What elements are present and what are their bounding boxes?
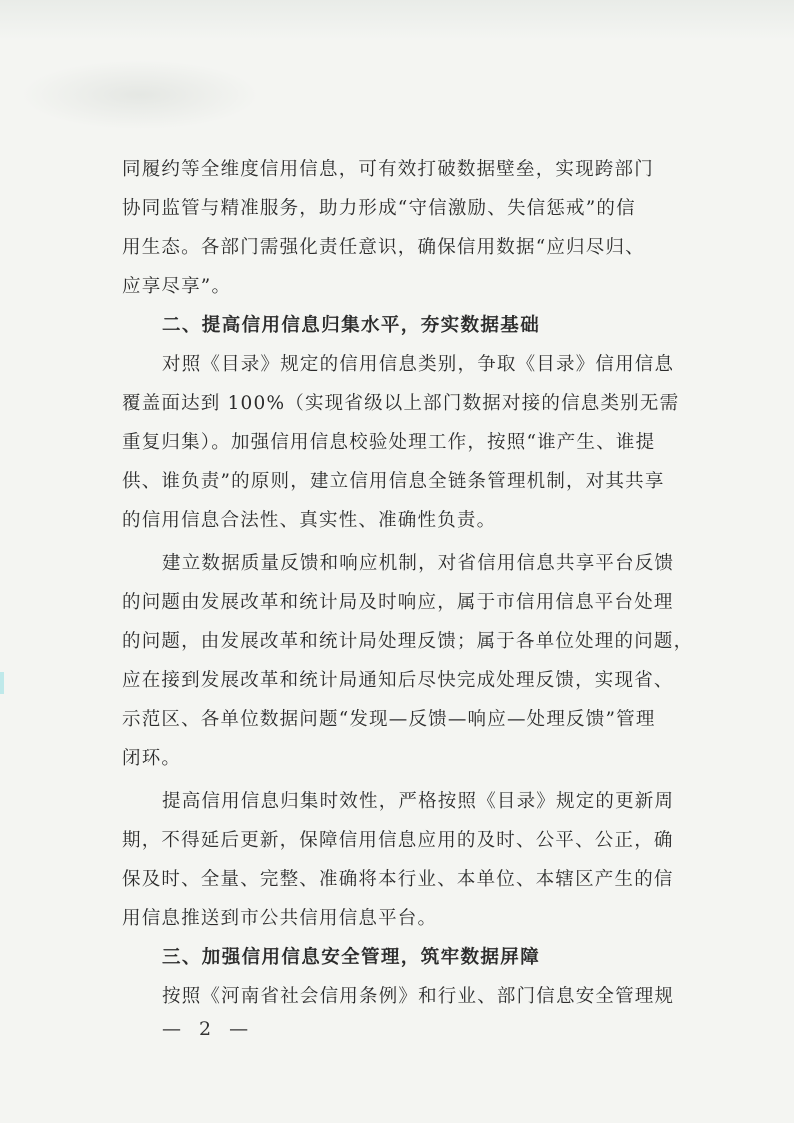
- paragraph-security: [122, 977, 692, 1016]
- paragraph-intro: [122, 150, 692, 306]
- text-line: 重复归集）。加强信用信息校验处理工作，按照“谁产生、谁提: [122, 432, 656, 453]
- text-line: 闭环。: [122, 748, 182, 769]
- text-line: 的信用信息合法性、真实性、准确性负责。: [122, 510, 497, 531]
- text-line: 对照《目录》规定的信用信息类别，争取《目录》信用信息: [162, 354, 675, 375]
- page-number: — 2 —: [162, 1018, 255, 1040]
- text-line: 保及时、全量、完整、准确将本行业、本单位、本辖区产生的信: [122, 869, 674, 890]
- text-line: 应享尽享”。: [122, 276, 232, 297]
- text-line: 供、谁负责”的原则，建立信用信息全链条管理机制，对其共享: [122, 471, 665, 492]
- text-line: 覆盖面达到 100%（实现省级以上部门数据对接的信息类别无需: [122, 393, 680, 414]
- paragraph-feedback: [122, 544, 692, 778]
- section-heading-2: 二、提高信用信息归集水平，夯实数据基础: [162, 315, 541, 336]
- text-line: 应在接到发展改革和统计局通知后尽快完成处理反馈，实现省、: [122, 670, 674, 691]
- document-body: [122, 150, 692, 1016]
- text-line: 示范区、各单位数据问题“发现—反馈—响应—处理反馈”管理: [122, 709, 656, 730]
- text-line: 提高信用信息归集时效性，严格按照《目录》规定的更新周: [162, 791, 675, 812]
- paragraph-catalog: [122, 345, 692, 540]
- paragraph-timeliness: [122, 782, 692, 938]
- text-line: 建立数据质量反馈和响应机制，对省信用信息共享平台反馈: [162, 553, 675, 574]
- text-line: 按照《河南省社会信用条例》和行业、部门信息安全管理规: [162, 986, 675, 1007]
- scan-smudge: [20, 60, 260, 130]
- section-heading-3: 三、加强信用信息安全管理，筑牢数据屏障: [162, 947, 541, 968]
- text-line: 的问题，由发展改革和统计局处理反馈；属于各单位处理的问题，: [122, 631, 694, 652]
- text-line: 协同监管与精准服务，助力形成“守信激励、失信惩戒”的信: [122, 198, 636, 219]
- text-line: 的问题由发展改革和统计局及时响应，属于市信用信息平台处理: [122, 592, 674, 613]
- text-line: 同履约等全维度信用信息，可有效打破数据壁垒，实现跨部门: [122, 159, 654, 180]
- text-line: 期，不得延后更新，保障信用信息应用的及时、公平、公正，确: [122, 830, 674, 851]
- scan-top-band: [0, 0, 794, 40]
- text-line: 用生态。各部门需强化责任意识，确保信用数据“应归尽归、: [122, 237, 645, 258]
- text-line: 用信息推送到市公共信用信息平台。: [122, 908, 438, 929]
- scan-side-mark: [0, 672, 4, 694]
